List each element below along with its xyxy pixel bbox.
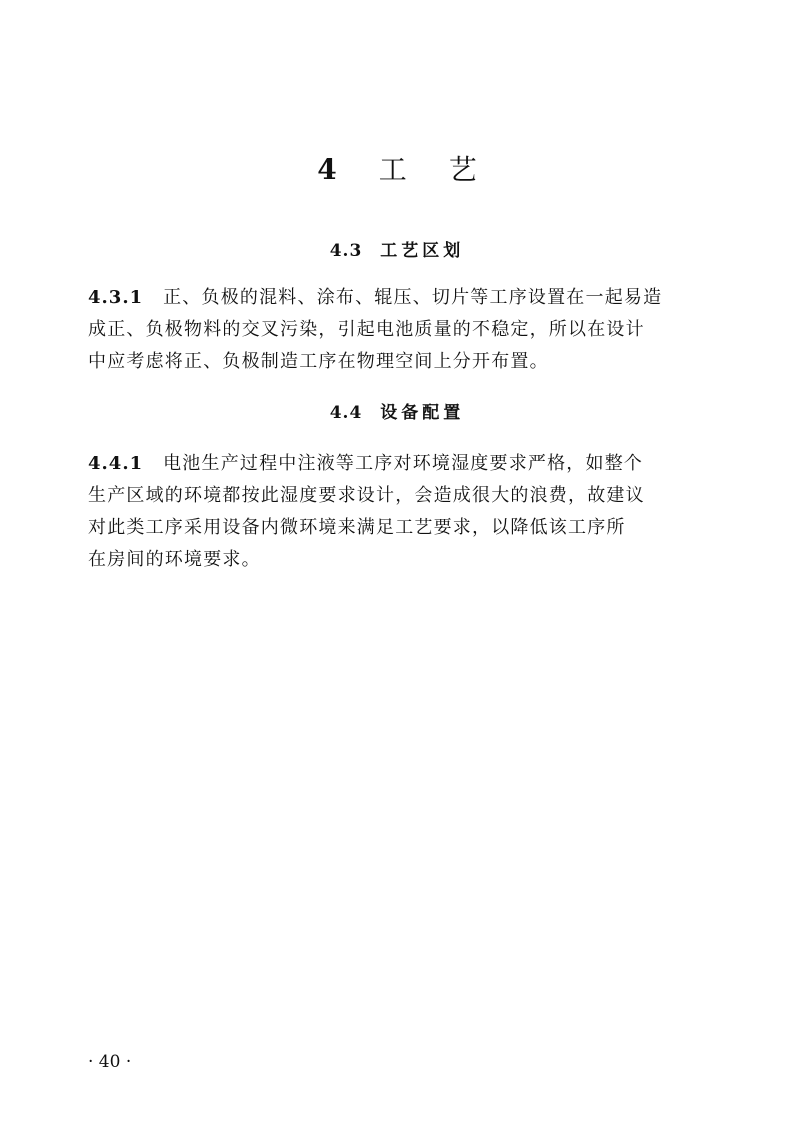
page-number: · 40 ·: [88, 1052, 132, 1072]
chapter-title-char-2: 艺: [448, 153, 477, 186]
clause-line: 生产区域的环境都按此湿度要求设计，会造成很大的浪费，故建议: [88, 485, 645, 506]
section-title: 工艺区划: [380, 241, 465, 261]
clause-line: [88, 448, 710, 480]
clause-4-3-1: [88, 282, 710, 378]
clause-line: 中应考虑将正、负极制造工序在物理空间上分开布置。: [88, 351, 549, 372]
clause-line: 在房间的环境要求。: [88, 549, 261, 570]
clause-4-4-1: [88, 448, 710, 576]
clause-line: 对此类工序采用设备内微环境来满足工艺要求，以降低该工序所: [88, 517, 626, 538]
section-heading-4-3: [0, 239, 794, 263]
clause-text: 电池生产过程中注液等工序对环境湿度要求严格，如整个: [163, 453, 644, 474]
chapter-title: [0, 150, 794, 190]
clause-number: 4.4.1: [88, 453, 144, 474]
section-heading-4-4: [0, 401, 794, 425]
clause-line: [88, 282, 710, 314]
section-title: 设备配置: [380, 403, 465, 423]
section-number: 4.3: [329, 241, 363, 261]
chapter-number: 4: [317, 153, 337, 186]
clause-line: 成正、负极物料的交叉污染，引起电池质量的不稳定，所以在设计: [88, 319, 645, 340]
section-number: 4.4: [329, 403, 363, 423]
clause-number: 4.3.1: [88, 287, 144, 308]
clause-text: 正、负极的混料、涂布、辊压、切片等工序设置在一起易造: [163, 287, 663, 308]
chapter-title-char-1: 工: [378, 153, 407, 186]
